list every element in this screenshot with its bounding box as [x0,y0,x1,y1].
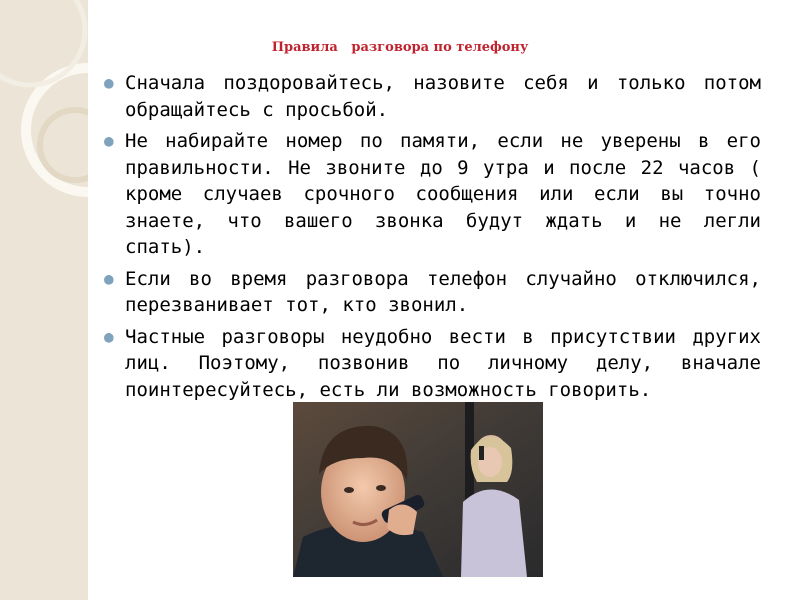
bullet-text: Не набирайте номер по памяти, если не уверены в его правильности. Не звоните до 9 утра и после 22 часов ( кроме случаев срочного сообщения или если вы точно знаете, что вашего звонка будут ждать и не легли спать). [125,130,761,258]
bullet-icon: ● [104,131,114,150]
list-item [104,128,761,261]
decorative-side-panel [0,0,88,600]
bullet-icon: ● [104,326,114,346]
small-ring [40,110,88,180]
list-item [104,266,761,319]
slide-title: Правила разговора по телефону [271,40,529,55]
slide-content [104,70,761,408]
decorative-rings [0,0,88,260]
bullet-list [104,70,761,403]
bullet-text: Частные разговоры неудобно вести в присутствии других лиц. Поэтому, позвонив по личному делу, вначале поинтересуйтесь, есть ли возможность говорить. [125,325,761,401]
list-item [104,324,761,404]
bullet-text: Если во время разговора телефон случайно отключился, перезванивает тот, кто звонил. [125,267,761,316]
bullet-icon: ● [104,73,114,92]
bullet-icon: ● [104,268,114,288]
list-item [104,70,761,123]
bullet-text: Сначала поздоровайтесь, назовите себя и только потом обращайтесь с просьбой. [125,72,761,121]
children-on-phones-photo [293,402,543,577]
